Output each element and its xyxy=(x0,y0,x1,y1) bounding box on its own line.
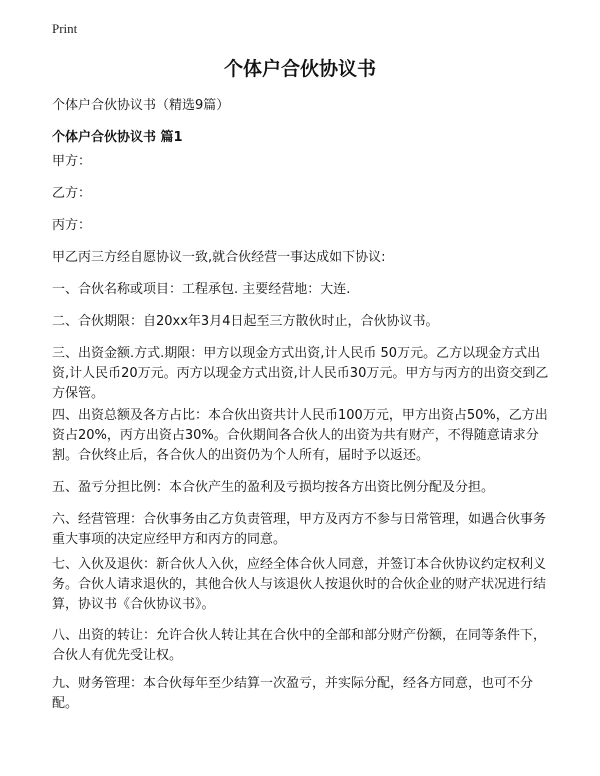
paragraph-clause-1: 一、合伙名称或项目：工程承包. 主要经营地：大连. xyxy=(52,282,351,297)
paragraph-agreement-intro: 甲乙丙三方经自愿协议一致,就合伙经营一事达成如下协议: xyxy=(52,250,386,265)
paragraph-clause-3: 三、出资金额.方式.期限：甲方以现金方式出资,计人民币 50万元。乙方以现金方式出资,计人民币20万元。丙方以现金方式出资,计人民币30万元。甲方与丙方的出资交到乙方保管。 xyxy=(52,346,549,401)
print-link[interactable]: Print xyxy=(52,21,78,36)
paragraph-clause-2: 二、合伙期限：自20xx年3月4日起至三方散伙时止，合伙协议书。 xyxy=(52,314,439,329)
paragraph-clause-6: 六、经营管理：合伙事务由乙方负责管理，甲方及丙方不参与日常管理，如遇合伙事务重大事项的决定应经甲方和丙方的同意。 xyxy=(52,512,547,547)
paragraph-party-c: 丙方： xyxy=(52,218,92,233)
document-title: 个体户合伙协议书 xyxy=(223,58,376,80)
document-subtitle: 个体户合伙协议书（精选9篇） xyxy=(52,98,230,113)
paragraph-clause-4: 四、出资总额及各方占比：本合伙出资共计人民币100万元，甲方出资占50%，乙方出资占20%，丙方出资占30%。合伙期间各合伙人的出资为共有财产，不得随意请求分割。合伙终止后，各合伙人的出资仍为个人所有，届时予以返还。 xyxy=(52,408,548,463)
section-heading: 个体户合伙协议书 篇1 xyxy=(52,130,183,145)
paragraph-party-a: 甲方： xyxy=(52,154,92,169)
paragraph-clause-5: 五、盈亏分担比例：本合伙产生的盈利及亏损均按各方出资比例分配及分担。 xyxy=(52,480,495,495)
paragraph-clause-8: 八、出资的转让：允许合伙人转让其在合伙中的全部和部分财产份额，在同等条件下，合伙人有优先受让权。 xyxy=(52,628,547,663)
paragraph-clause-7: 七、入伙及退伙：新合伙人入伙，应经全体合伙人同意，并签订本合伙协议约定权利义务。合伙人请求退伙的，其他合伙人与该退伙人按退伙时的合伙企业的财产状况进行结算，协议书《合伙协议书》。 xyxy=(52,557,547,612)
paragraph-clause-9: 九、财务管理：本合伙每年至少结算一次盈亏，并实际分配，经各方同意，也可不分配。 xyxy=(52,676,534,711)
paragraph-party-b: 乙方： xyxy=(52,186,92,201)
